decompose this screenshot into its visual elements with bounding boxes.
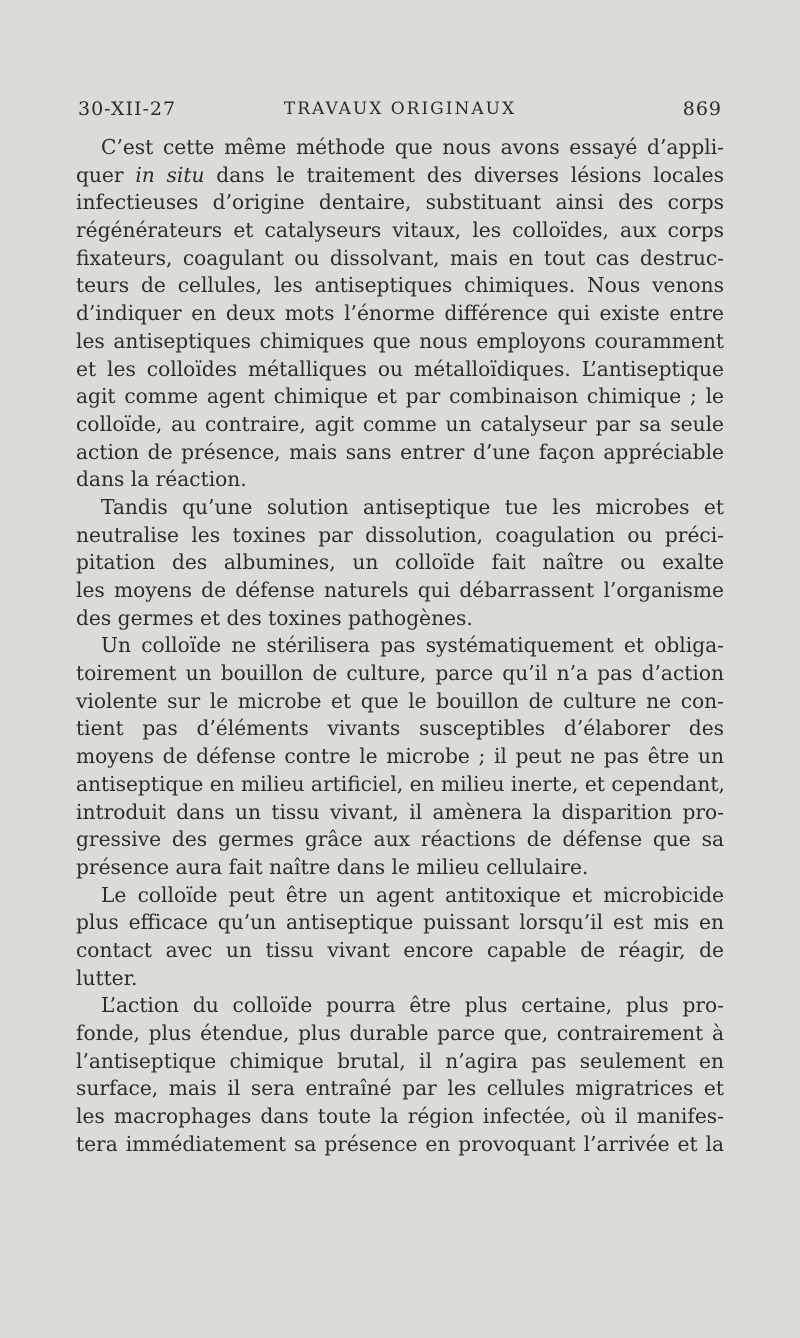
text-line: l’antiseptique chimique brutal, il n’agira pas seulement en	[76, 1048, 724, 1073]
text-line: introduit dans un tissu vivant, il amènera la disparition pro-	[76, 799, 724, 824]
page-number: 869	[682, 98, 722, 120]
text-line: agit comme agent chimique et par combinaison chimique ; le	[76, 384, 724, 409]
paragraph	[76, 134, 724, 494]
text-line: Un colloïde ne stérilisera pas systématiquement et obliga-	[101, 633, 724, 658]
text-line: fonde, plus étendue, plus durable parce que, contrairement à	[76, 1021, 724, 1045]
text-line: C’est cette même méthode que nous avons essayé d’appli-	[101, 135, 724, 159]
text-line: violente sur le microbe et que le bouillon de culture ne con-	[76, 688, 724, 713]
header-section-title: TRAVAUX ORIGINAUX	[283, 99, 517, 119]
text-line: les moyens de défense naturels qui débarrassent l’organisme	[76, 578, 724, 602]
text-line: et les colloïdes métalliques ou métalloïdiques. L’antiseptique	[76, 356, 724, 381]
text-line: les macrophages dans toute la région infectée, où il manifes-	[76, 1104, 724, 1129]
header-date: 30-XII-27	[78, 98, 177, 120]
paragraph	[76, 494, 724, 632]
paragraph	[76, 882, 724, 993]
text-line: régénérateurs et catalyseurs vitaux, les colloïdes, aux corps	[76, 218, 724, 243]
text-line: contact avec un tissu vivant encore capable de réagir, de	[76, 937, 724, 962]
text-line: action de présence, mais sans entrer d’une façon appréciable	[76, 439, 724, 464]
text-line: antiseptique en milieu artificiel, en milieu inerte, et cependant,	[76, 771, 725, 796]
text-line: tera immédiatement sa présence en provoquant l’arrivée et la	[76, 1131, 724, 1156]
text-line: Tandis qu’une solution antiseptique tue les microbes et	[101, 494, 724, 519]
text-line: neutralise les toxines par dissolution, coagulation ou préci-	[76, 522, 724, 547]
text-line: surface, mais il sera entraîné par les cellules migratrices et	[76, 1076, 724, 1101]
italic-term: in situ	[135, 162, 205, 187]
text-line: plus efficace qu’un antiseptique puissant lorsqu’il est mis en	[76, 910, 724, 935]
text-line: Le colloïde peut être un agent antitoxique et microbicide	[101, 882, 724, 907]
text-line: quer in situ dans le traitement des diverses lésions locales	[76, 162, 724, 187]
text-line: colloïde, au contraire, agit comme un catalyseur par sa seule	[76, 411, 724, 436]
running-head	[78, 98, 722, 124]
paragraph	[76, 992, 724, 1158]
text-line: moyens de défense contre le microbe ; il peut ne pas être un	[76, 744, 724, 769]
text-line: fixateurs, coagulant ou dissolvant, mais en tout cas destruc-	[76, 245, 724, 270]
text-line: toirement un bouillon de culture, parce qu’il n’a pas d’action	[76, 661, 724, 686]
text-line: d’indiquer en deux mots l’énorme différence qui existe entre	[76, 301, 724, 326]
text-line: teurs de cellules, les antiseptiques chimiques. Nous venons	[76, 273, 724, 298]
text-line: dans la réaction.	[76, 467, 247, 492]
text-line: infectieuses d’origine dentaire, substituant ainsi des corps	[76, 190, 724, 215]
text-line: les antiseptiques chimiques que nous employons couramment	[76, 328, 724, 353]
text-line: tient pas d’éléments vivants susceptibles d’élaborer des	[76, 716, 724, 741]
text-line: des germes et des toxines pathogènes.	[76, 605, 473, 630]
text-line: L’action du colloïde pourra être plus certaine, plus pro-	[101, 993, 724, 1018]
text-line: pitation des albumines, un colloïde fait naître ou exalte	[76, 550, 724, 575]
text-line: lutter.	[76, 965, 138, 990]
paragraph	[76, 632, 724, 881]
text-line: présence aura fait naître dans le milieu cellulaire.	[76, 854, 589, 879]
text-line: gressive des germes grâce aux réactions de défense que sa	[76, 827, 724, 852]
body-text	[76, 134, 724, 1158]
